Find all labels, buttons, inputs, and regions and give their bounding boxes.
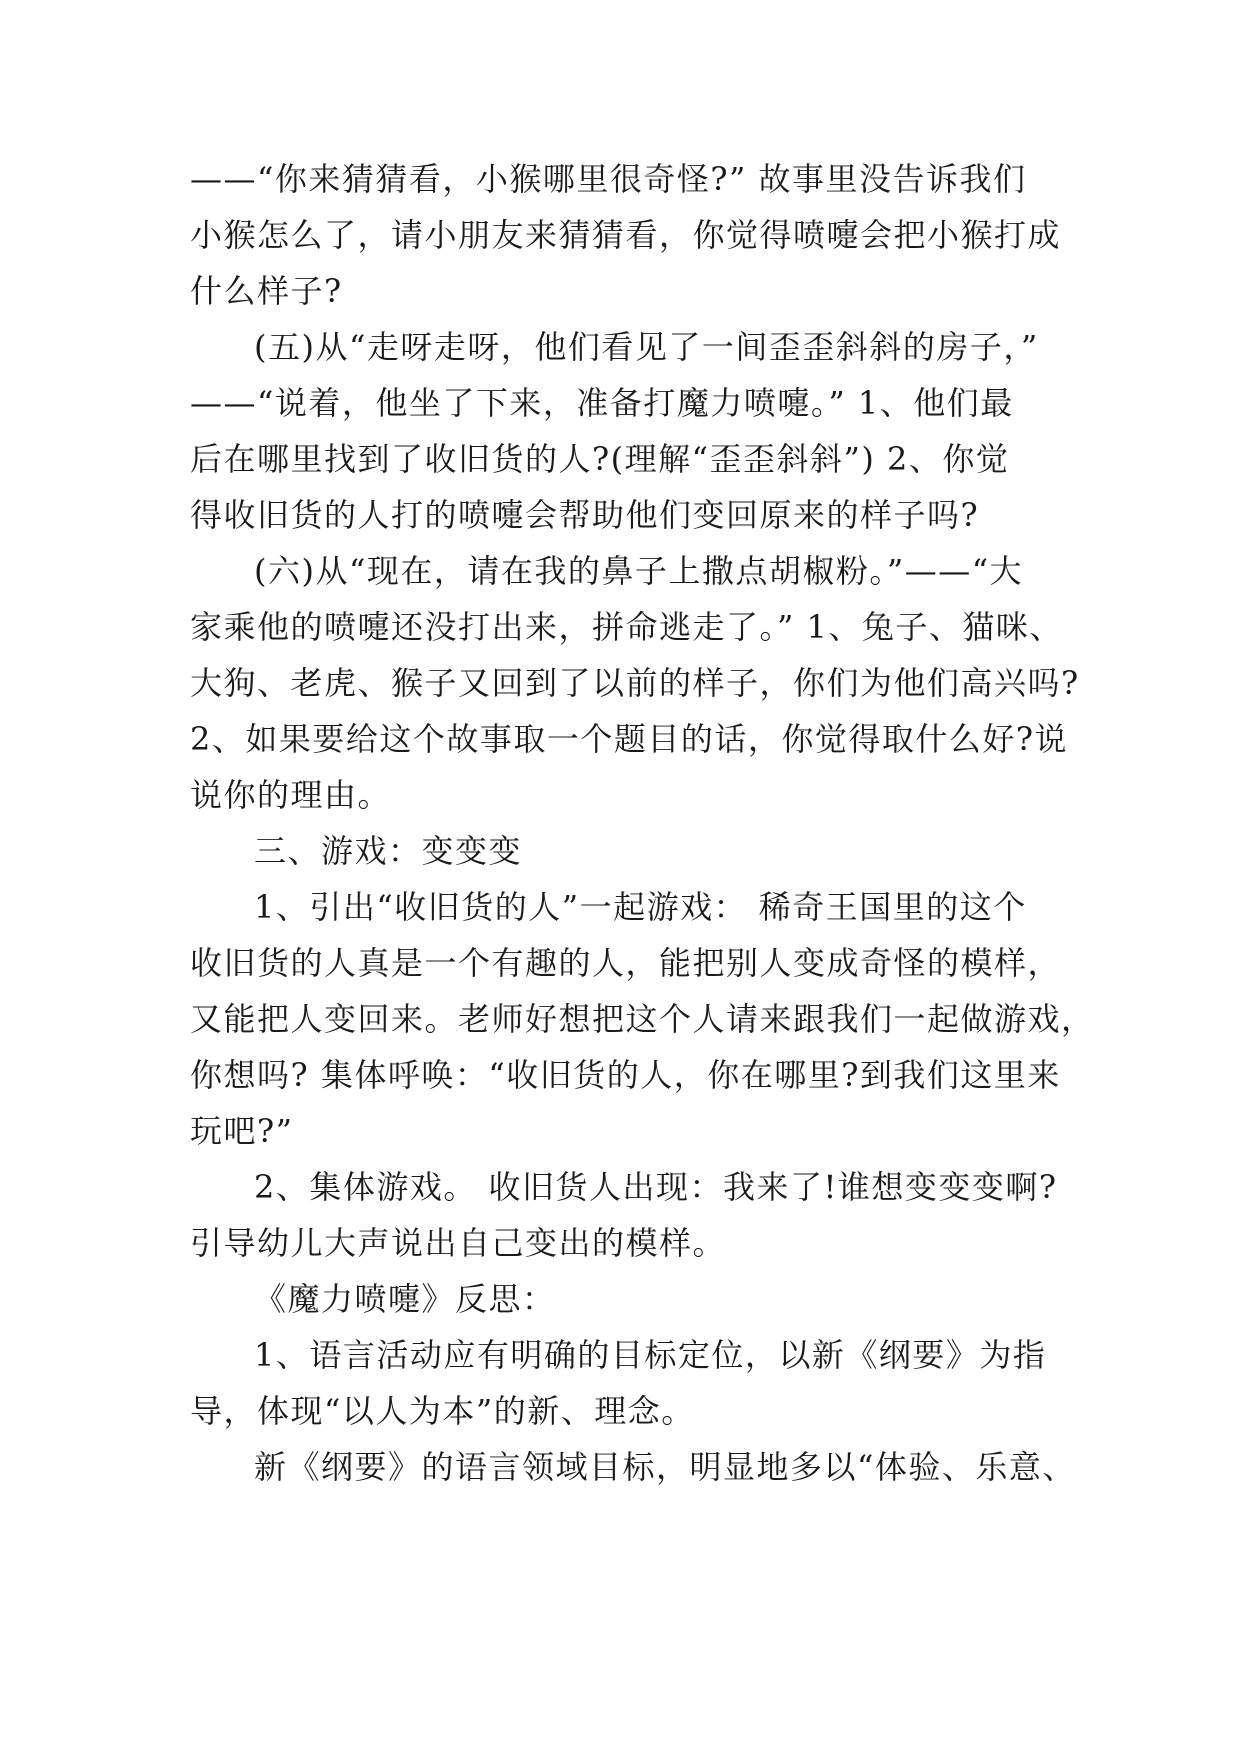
paragraph-start-line: 新《纲要》的语言领域目标，明显地多以“体验、乐意、 xyxy=(254,1448,1076,1486)
text-line: 2、如果要给这个故事取一个题目的话，你觉得取什么好?说 xyxy=(190,720,1069,758)
text-line: 得收旧货的人打的喷嚏会帮助他们变回原来的样子吗? xyxy=(190,496,980,534)
text-line: ——“你来猜猜看，小猴哪里很奇怪?” 故事里没告诉我们 xyxy=(190,160,1027,198)
text-line: ——“说着，他坐了下来，准备打魔力喷嚏。” 1、他们最 xyxy=(190,384,1014,422)
paragraph-start-line: (六)从“现在，请在我的鼻子上撒点胡椒粉。”——“大 xyxy=(254,552,1024,590)
text-line: 玩吧?” xyxy=(190,1112,294,1150)
text-line: 你想吗? 集体呼唤：“收旧货的人，你在哪里?到我们这里来 xyxy=(190,1056,1061,1094)
text-line: 又能把人变回来。老师好想把这个人请来跟我们一起做游戏， xyxy=(190,1000,1095,1038)
text-line: 说你的理由。 xyxy=(190,776,392,814)
paragraph-start-line: 1、引出“收旧货的人”一起游戏： 稀奇王国里的这个 xyxy=(254,888,1027,926)
text-line: 后在哪里找到了收旧货的人?(理解“歪歪斜斜”) 2、你觉 xyxy=(190,440,1010,478)
text-line: 小猴怎么了，请小朋友来猜猜看，你觉得喷嚏会把小猴打成 xyxy=(190,216,1062,254)
text-line: 大狗、老虎、猴子又回到了以前的样子，你们为他们高兴吗? xyxy=(190,664,1080,702)
paragraph-start-line: 2、集体游戏。 收旧货人出现：我来了!谁想变变变啊? xyxy=(254,1168,1058,1206)
text-line: 收旧货的人真是一个有趣的人，能把别人变成奇怪的模样， xyxy=(190,944,1062,982)
text-line: 家乘他的喷嚏还没打出来，拼命逃走了。” 1、兔子、猫咪、 xyxy=(190,608,1063,646)
text-line: 导，体现“以人为本”的新、理念。 xyxy=(190,1392,695,1430)
text-line: 引导幼儿大声说出自己变出的模样。 xyxy=(190,1224,727,1262)
paragraph-start-line: (五)从“走呀走呀，他们看见了一间歪歪斜斜的房子，” xyxy=(254,328,1039,366)
section-heading: 三、游戏：变变变 xyxy=(254,832,523,870)
paragraph-start-line: 1、语言活动应有明确的目标定位，以新《纲要》为指 xyxy=(254,1336,1047,1374)
section-heading: 《魔力喷嚏》反思： xyxy=(254,1280,556,1318)
text-line: 什么样子? xyxy=(190,272,343,310)
